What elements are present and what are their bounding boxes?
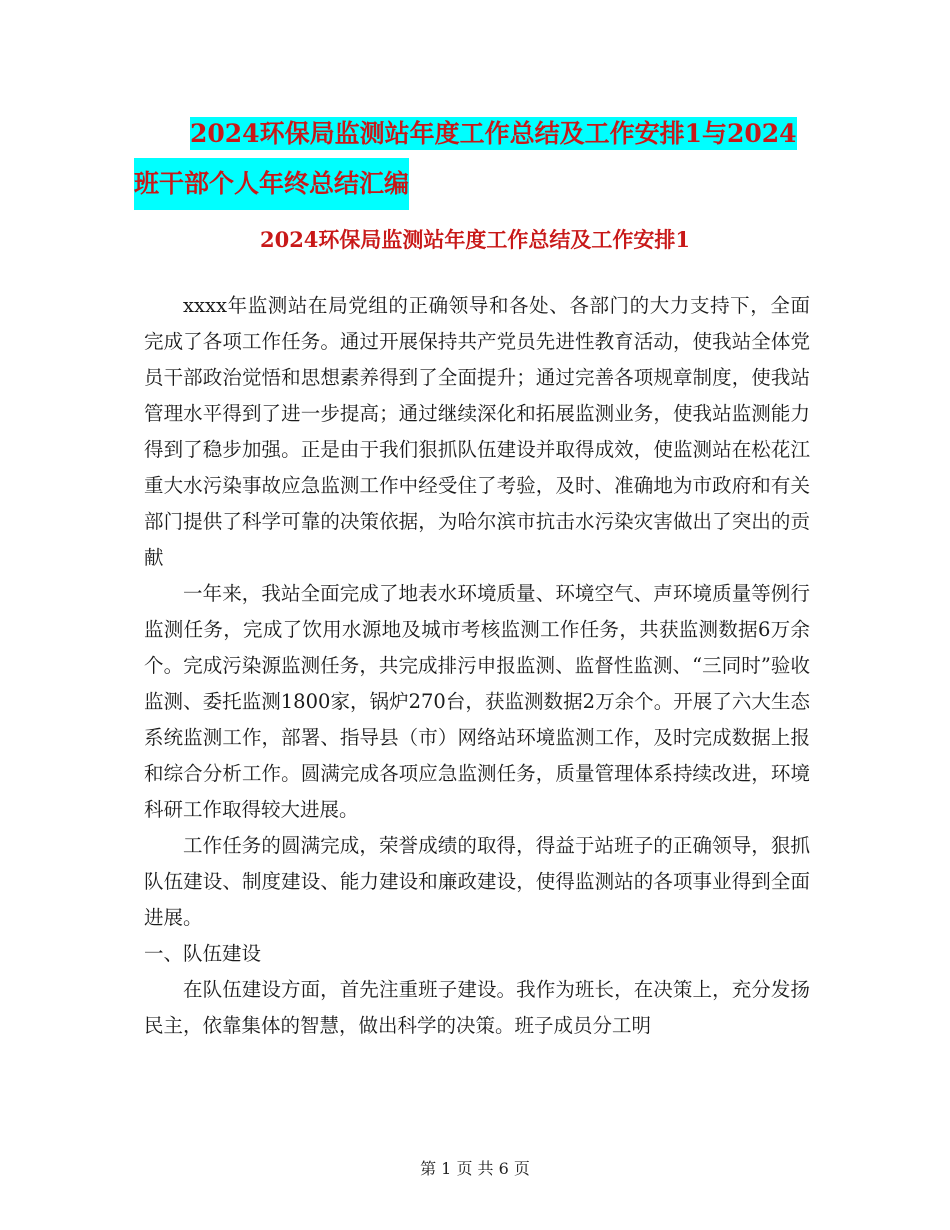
title-line-1: 2024环保局监测站年度工作总结及工作安排1与2024: [190, 119, 797, 148]
page-footer: 第 1 页 共 6 页: [420, 1159, 530, 1178]
section-heading: 一、队伍建设: [144, 942, 262, 965]
section-paragraph: 在队伍建设方面，首先注重班子建设。我作为班长，在决策上，充分发扬民主，依靠集体的智慧，做出科学的决策。班子成员分工明: [144, 978, 810, 1037]
paragraph-2: 一年来，我站全面完成了地表水环境质量、环境空气、声环境质量等例行监测任务，完成了饮用水源地及城市考核监测工作任务，共获监测数据6万余个。完成污染源监测任务，共完成排污申报监测、监督性监测、“三同时”验收监测、委托监测1800家，锅炉270台，获监测数据2万余个。开展了六大生态系统监测工作，部署、指导县（市）网络站环境监测工作，及时完成数据上报和综合分析工作。圆满完成各项应急监测任务，质量管理体系持续改进，环境科研工作取得较大进展。: [144, 582, 810, 821]
title-line-2: 班干部个人年终总结汇编: [134, 158, 409, 210]
paragraph-3: 工作任务的圆满完成，荣誉成绩的取得，得益于站班子的正确领导，狠抓队伍建设、制度建设、能力建设和廉政建设，使得监测站的各项事业得到全面进展。: [144, 834, 810, 929]
section-title: 2024环保局监测站年度工作总结及工作安排1: [259, 227, 691, 252]
paragraph-1: xxxx年监测站在局党组的正确领导和各处、各部门的大力支持下，全面完成了各项工作任务。通过开展保持共产党员先进性教育活动，使我站全体党员干部政治觉悟和思想素养得到了全面提升；通过完善各项规章制度，使我站管理水平得到了进一步提高；通过继续深化和拓展监测业务，使我站监测能力得到了稳步加强。正是由于我们狠抓队伍建设并取得成效，使监测站在松花江重大水污染事故应急监测工作中经受住了考验，及时、准确地为市政府和有关部门提供了科学可靠的决策依据，为哈尔滨市抗击水污染灾害做出了突出的贡献: [144, 294, 810, 569]
document-title: [134, 110, 830, 210]
document-body: [144, 288, 810, 1044]
